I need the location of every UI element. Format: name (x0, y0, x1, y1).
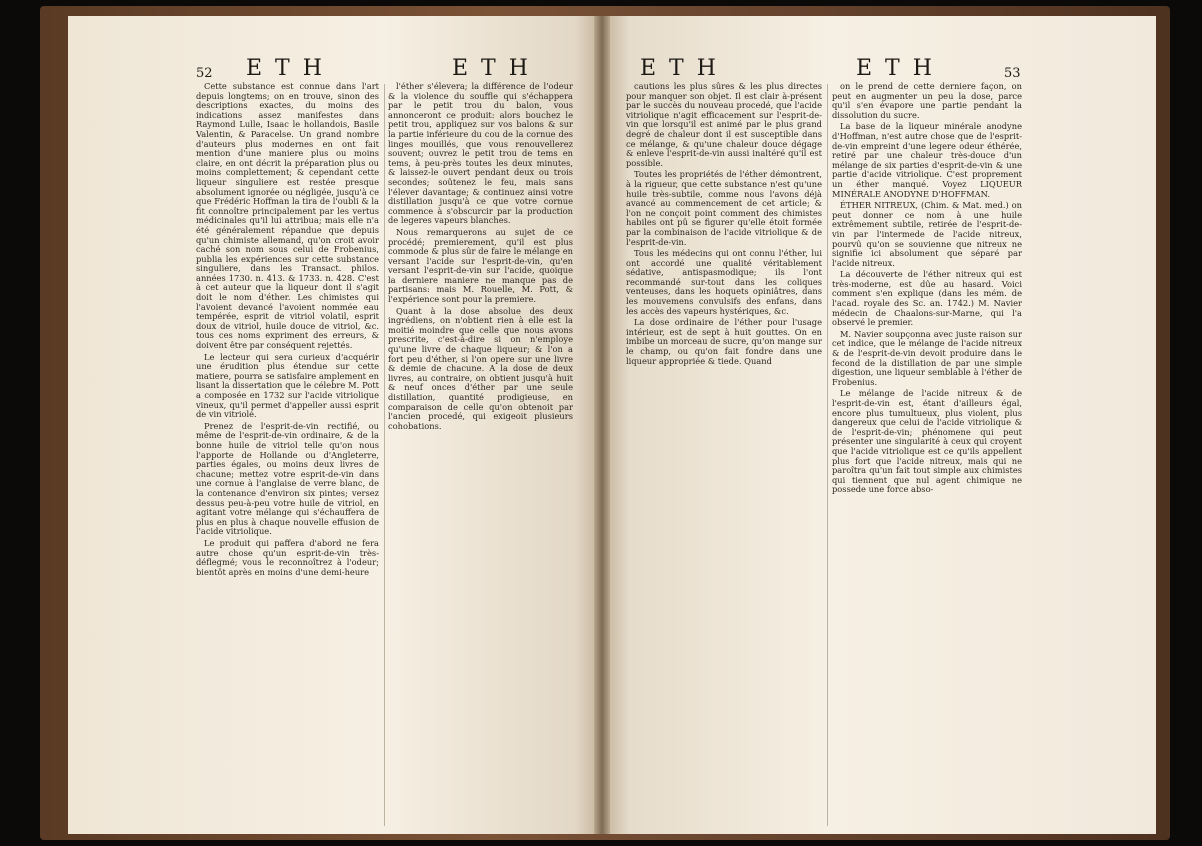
left-header-right: E T H (452, 56, 531, 81)
book-gutter (594, 16, 610, 834)
paragraph: Prenez de l'esprit-de-vin rectifié, ou même de l'esprit-de-vin ordinaire, & de la bonne huile de vitriol telle qu'on nous l'apporte de Hollande ou d'Angleterre, parties égales, ou moins deux livres de chacune; mettez votre esprit-de-vin dans une cornue à l'anglaise de verre blanc, de la contenance d'environ six pintes; versez dessus peu-à-peu votre huile de vitriol, en agitant votre mélange qui s'échauffera de plus en plus à chaque nouvelle effusion de l'acide vitriolique. (196, 420, 379, 537)
paragraph: Le produit qui paffera d'abord ne fera autre chose qu'un esprit-de-vin très-déflegmé; vous le reconnoîtrez à l'odeur; bientôt après en moins d'une demi-heure (196, 537, 379, 577)
paragraph: M. Navier soupçonna avec juste raison sur cet indice, que le mélange de l'acide nitreux & de l'esprit-de-vin devoit produire dans le fecond de la distillation de par une simple digestion, une liqueur semblable à l'éther de Frobenius. (832, 328, 1022, 387)
paragraph: La dose ordinaire de l'éther pour l'usage intérieur, est de sept à huit gouttes. On en imbibe un morceau de sucre, qu'on mange sur le champ, ou qu'on fait fondre dans une liqueur appropriée & tiede. Quand (626, 317, 822, 366)
paragraph: Quant à la dose absolue des deux ingrédiens, on n'obtient rien à elle est la moitié moindre que celle que nous avons prescrite, c'est-à-dire si on n'employe qu'une livre de chaque liqueur; & l'on a fort peu d'éther, si l'on opere sur une livre & demie de chacune. A la dose de deux livres, au contraire, on obtient jusqu'à huit & neuf onces d'éther par une seule distillation, quantité prodigieuse, en comparaison de celle qu'on obtenoit par l'ancien procedé, qui exigeoit plusieurs cohobations. (388, 305, 573, 431)
column-rule (827, 84, 828, 826)
paragraph: Toutes les propriétés de l'éther démontrent, à la rigueur, que cette substance n'est qu'une huile très-subtile, comme nous l'avons déjà avancé au commencement de cet article; & l'on ne conçoit point comment des chimistes habiles ont pû se figurer qu'elle étoit formée par la combinaison de l'acide vitriolique & de l'esprit-de-vin. (626, 169, 822, 247)
right-page-number: 53 (1004, 66, 1021, 81)
left-page-number: 52 (196, 66, 213, 81)
paragraph: l'éther s'élevera; la différence de l'odeur & la violence du souffle qui s'échappera par le petit trou du balon, vous annonceront ce produit: alors bouchez le petit trou, appliquez sur vos balons & sur la partie inférieure du cou de la cornue des linges mouillés, que vous renouvellerez souvent; ouvrez le petit trou de tems en tems, à peu-près toutes les deux minutes, & laissez-le ouvert pendant deux ou trois secondes; soûtenez le feu, mais sans l'élever davantage; & continuez ainsi votre distillation jusqu'à ce que votre cornue commence à s'obscurcir par la production de legeres vapeurs blanches. (388, 82, 573, 226)
left-header-left: E T H (246, 56, 325, 81)
paragraph: Tous les médecins qui ont connu l'éther, lui ont accordé une qualité véritablement sédative, antispasmodique; ils l'ont recommandé sur-tout dans les coliques venteuses, dans les hoquets opiniâtres, dans les mouvemens convulsifs des enfans, dans les accès des vapeurs hystériques, &c. (626, 248, 822, 316)
paragraph: Nous remarquerons au sujet de ce procédé; premierement, qu'il est plus commode & plus sûr de faire le mélange en versant l'acide sur l'esprit-de-vin, qu'en versant l'esprit-de-vin sur l'acide, quoique la derniere maniere ne manque pas de partisans: mais M. Rouelle, M. Pott, & l'expérience sont pour la premiere. (388, 226, 573, 305)
column-rule (384, 84, 385, 826)
left-column-1 (196, 82, 379, 832)
paragraph: Le lecteur qui sera curieux d'acquérir une érudition plus étendue sur cette matiere, pourra se satisfaire amplement en lisant la dissertation que le célebre M. Pott a composée en 1732 sur l'acide vitriolique vineux, qu'il permet d'appeller aussi esprit de vin vitriolé. (196, 351, 379, 420)
paragraph: Le mélange de l'acide nitreux & de l'esprit-de-vin est, étant d'ailleurs égal, encore plus tumultueux, plus violent, plus dangereux que celui de l'acide vitriolique & de l'esprit-de-vin; phénomene qui peut présenter une singularité à ceux qui croyent que l'acide vitriolique est ce qu'ils appellent plus fort que l'acide nitreux, mais qui ne paroîtra qu'un fait tout simple aux chimistes qui tiennent que nul agent chimique ne possede une force abso- (832, 388, 1022, 495)
paragraph: cautions les plus sûres & les plus directes pour manquer son objet. Il est clair à-présent par le succès du nouveau procedé, que l'acide vitriolique n'agit efficacement sur l'esprit-de-vin que lorsqu'il est animé par le plus grand degré de chaleur dont il est susceptible dans ce mélange, & qu'une chaleur douce dégage & enleve l'esprit-de-vin aussi inaltéré qu'il est possible. (626, 82, 822, 168)
right-column-1 (626, 82, 822, 832)
paragraph: on le prend de cette derniere façon, on peut en augmenter un peu la dose, parce qu'il s'en évapore une partie pendant la dissolution du sucre. (832, 82, 1022, 120)
right-column-2 (832, 82, 1022, 832)
paragraph: La découverte de l'éther nitreux qui est très-moderne, est dûe au hasard. Voici comment s'en explique (dans les mém. de l'acad. royale des Sc. an. 1742.) M. Navier médecin de Chaalons-sur-Marne, qui l'a observé le premier. (832, 269, 1022, 328)
paragraph: La base de la liqueur minérale anodyne d'Hoffman, n'est autre chose que de l'esprit-de-vin empreint d'une legere odeur éthérée, retiré par une chaleur très-douce d'un mélange de six parties d'esprit-de-vin & une partie d'acide vitriolique. C'est proprement un éther manqué. Voyez LIQUEUR MINÉRALE ANODYNE D'HOFFMAN. (832, 121, 1022, 199)
right-header-right: E T H (856, 56, 935, 81)
right-header-left: E T H (640, 56, 719, 81)
paragraph: ÉTHER NITREUX, (Chim. & Mat. med.) on peut donner ce nom à une huile extrêmement subtile, retirée de l'esprit-de-vin par l'intermede de l'acide nitreux, pourvû qu'on se souvienne que nitreux ne signifie ici absolument que séparé par l'acide nitreux. (832, 200, 1022, 268)
left-column-2 (388, 82, 573, 832)
paragraph: Cette substance est connue dans l'art depuis longtems; on en trouve, sinon des descriptions exactes, du moins des indications assez manifestes dans Raymond Lulle, Isaac le hollandois, Basile Valentin, & Paracelse. Un grand nombre d'auteurs plus modernes en ont fait mention d'une maniere plus ou moins claire, en ont décrit la préparation plus ou moins complettement; & cependant cette liqueur singuliere est restée presque absolument ignorée ou négligée, jusqu'à ce que Frédéric Hoffman la tira de l'oubli & la fit connoître principalement par les vertus médicinales qu'il lui attribua; mais elle n'a été généralement répandue que depuis qu'un chimiste allemand, qu'on croit avoir caché son nom sous celui de Frobenius, publia les expériences sur cette substance singuliere, dans les Transact. philos. années 1730. n. 413. & 1733. n. 428. C'est à cet auteur que la liqueur dont il s'agit doit le nom d'éther. Les chimistes qui l'avoient devancé l'avoient nommée eau tempérée, esprit de vitriol volatil, esprit doux de vitriol, huile douce de vitriol, &c. tous ces noms expriment des erreurs, & doivent être par conséquent rejettés. (196, 82, 379, 351)
